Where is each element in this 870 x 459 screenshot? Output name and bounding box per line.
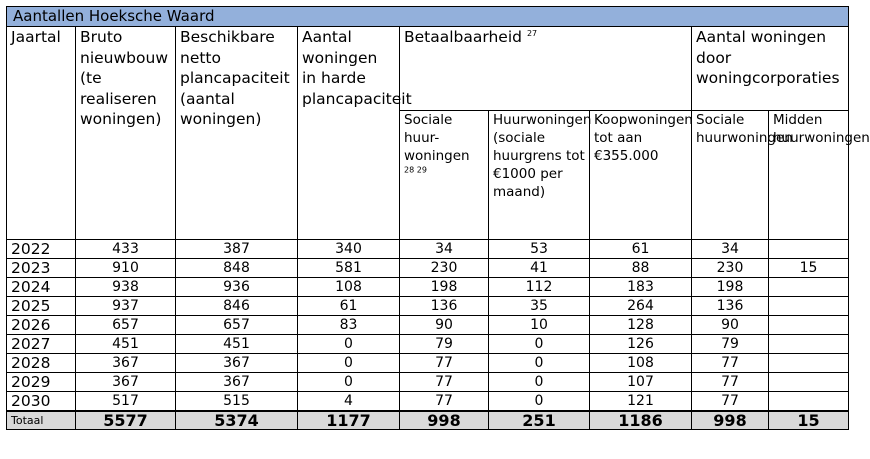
header-corp-sociale-huurwoningen: Sociale huurwoningen xyxy=(692,111,769,240)
bruto-cell: 367 xyxy=(76,354,176,373)
bruto-cell: 433 xyxy=(76,240,176,259)
koop-cell: 121 xyxy=(590,392,692,412)
koop-cell: 183 xyxy=(590,278,692,297)
huur-cell: 0 xyxy=(489,335,590,354)
table-title: Aantallen Hoeksche Waard xyxy=(7,7,849,27)
corp-sociale-cell: 230 xyxy=(692,259,769,278)
year-cell: 2024 xyxy=(7,278,76,297)
year-cell: 2028 xyxy=(7,354,76,373)
header-woningcorporaties: Aantal woningen door woningcorporaties xyxy=(692,27,849,111)
harde-cell: 0 xyxy=(298,335,400,354)
year-cell: 2030 xyxy=(7,392,76,412)
corp-sociale-cell: 77 xyxy=(692,373,769,392)
table-row xyxy=(7,392,849,412)
header-huurwoningen: Huurwoningen (sociale huurgrens tot €1000 per maand) xyxy=(489,111,590,240)
harde-cell: 108 xyxy=(298,278,400,297)
header-sociale-huurwoningen: Sociale huur-woningen $^{28 29}$ xyxy=(400,111,489,240)
bruto-cell: 517 xyxy=(76,392,176,412)
huur-cell: 10 xyxy=(489,316,590,335)
total-sociale: 998 xyxy=(400,411,489,430)
beschikbaar-cell: 657 xyxy=(176,316,298,335)
header-bruto-nieuwbouw: Bruto nieuwbouw (te realiseren woningen) xyxy=(76,27,176,240)
huur-cell: 0 xyxy=(489,392,590,412)
table-row xyxy=(7,297,849,316)
header-beschikbare-plancapaciteit: Beschikbare netto plancapaciteit (aantal woningen) xyxy=(176,27,298,240)
harde-cell: 0 xyxy=(298,354,400,373)
koop-cell: 88 xyxy=(590,259,692,278)
huur-cell: 35 xyxy=(489,297,590,316)
sociale-cell: 198 xyxy=(400,278,489,297)
beschikbaar-cell: 387 xyxy=(176,240,298,259)
sociale-cell: 90 xyxy=(400,316,489,335)
table-row xyxy=(7,316,849,335)
sociale-cell: 230 xyxy=(400,259,489,278)
koop-cell: 108 xyxy=(590,354,692,373)
table-row xyxy=(7,373,849,392)
sociale-cell: 136 xyxy=(400,297,489,316)
corp-midden-cell xyxy=(769,335,849,354)
corp-midden-cell xyxy=(769,240,849,259)
header-betaalbaarheid: Betaalbaarheid $^{27}$ xyxy=(400,27,692,111)
harde-cell: 0 xyxy=(298,373,400,392)
sociale-cell: 77 xyxy=(400,373,489,392)
corp-sociale-cell: 136 xyxy=(692,297,769,316)
year-cell: 2022 xyxy=(7,240,76,259)
total-beschikbaar: 5374 xyxy=(176,411,298,430)
total-huur: 251 xyxy=(489,411,590,430)
huur-cell: 112 xyxy=(489,278,590,297)
sociale-cell: 77 xyxy=(400,354,489,373)
corp-midden-cell xyxy=(769,316,849,335)
corp-midden-cell xyxy=(769,278,849,297)
koop-cell: 107 xyxy=(590,373,692,392)
koop-cell: 126 xyxy=(590,335,692,354)
year-cell: 2025 xyxy=(7,297,76,316)
huur-cell: 0 xyxy=(489,354,590,373)
housing-table xyxy=(6,6,870,430)
corp-midden-cell xyxy=(769,392,849,412)
sociale-cell: 77 xyxy=(400,392,489,412)
table-row xyxy=(7,240,849,259)
koop-cell: 61 xyxy=(590,240,692,259)
sociale-cell: 34 xyxy=(400,240,489,259)
bruto-cell: 451 xyxy=(76,335,176,354)
bruto-cell: 657 xyxy=(76,316,176,335)
year-cell: 2029 xyxy=(7,373,76,392)
corp-sociale-cell: 79 xyxy=(692,335,769,354)
bruto-cell: 937 xyxy=(76,297,176,316)
year-cell: 2027 xyxy=(7,335,76,354)
corp-sociale-cell: 34 xyxy=(692,240,769,259)
huur-cell: 0 xyxy=(489,373,590,392)
total-label: Totaal xyxy=(7,411,76,430)
beschikbaar-cell: 848 xyxy=(176,259,298,278)
huur-cell: 53 xyxy=(489,240,590,259)
year-cell: 2023 xyxy=(7,259,76,278)
table-row xyxy=(7,259,849,278)
table-row xyxy=(7,335,849,354)
harde-cell: 340 xyxy=(298,240,400,259)
beschikbaar-cell: 936 xyxy=(176,278,298,297)
corp-sociale-cell: 77 xyxy=(692,354,769,373)
header-harde-plancapaciteit: Aantal woningen in harde plancapaciteit xyxy=(298,27,400,240)
footnote-ref: 28 29 xyxy=(404,165,427,175)
total-harde: 1177 xyxy=(298,411,400,430)
year-cell: 2026 xyxy=(7,316,76,335)
beschikbaar-cell: 451 xyxy=(176,335,298,354)
total-bruto: 5577 xyxy=(76,411,176,430)
total-row xyxy=(7,411,849,430)
header-koopwoningen: Koopwoningen tot aan €355.000 xyxy=(590,111,692,240)
corp-sociale-cell: 77 xyxy=(692,392,769,412)
total-koop: 1186 xyxy=(590,411,692,430)
koop-cell: 264 xyxy=(590,297,692,316)
table-row xyxy=(7,354,849,373)
corp-midden-cell: 15 xyxy=(769,259,849,278)
corp-sociale-cell: 90 xyxy=(692,316,769,335)
koop-cell: 128 xyxy=(590,316,692,335)
header-corp-midden-huurwoningen: Midden huurwoningen xyxy=(769,111,849,240)
corp-midden-cell xyxy=(769,373,849,392)
bruto-cell: 367 xyxy=(76,373,176,392)
beschikbaar-cell: 367 xyxy=(176,354,298,373)
total-corp-midden: 15 xyxy=(769,411,849,430)
corp-sociale-cell: 198 xyxy=(692,278,769,297)
corp-midden-cell xyxy=(769,354,849,373)
huur-cell: 41 xyxy=(489,259,590,278)
beschikbaar-cell: 367 xyxy=(176,373,298,392)
header-jaartal: Jaartal xyxy=(7,27,76,240)
beschikbaar-cell: 515 xyxy=(176,392,298,412)
harde-cell: 4 xyxy=(298,392,400,412)
sociale-cell: 79 xyxy=(400,335,489,354)
beschikbaar-cell: 846 xyxy=(176,297,298,316)
harde-cell: 83 xyxy=(298,316,400,335)
table-row xyxy=(7,278,849,297)
bruto-cell: 910 xyxy=(76,259,176,278)
corp-midden-cell xyxy=(769,297,849,316)
footnote-ref: 27 xyxy=(526,28,538,38)
bruto-cell: 938 xyxy=(76,278,176,297)
harde-cell: 581 xyxy=(298,259,400,278)
total-corp-sociale: 998 xyxy=(692,411,769,430)
harde-cell: 61 xyxy=(298,297,400,316)
